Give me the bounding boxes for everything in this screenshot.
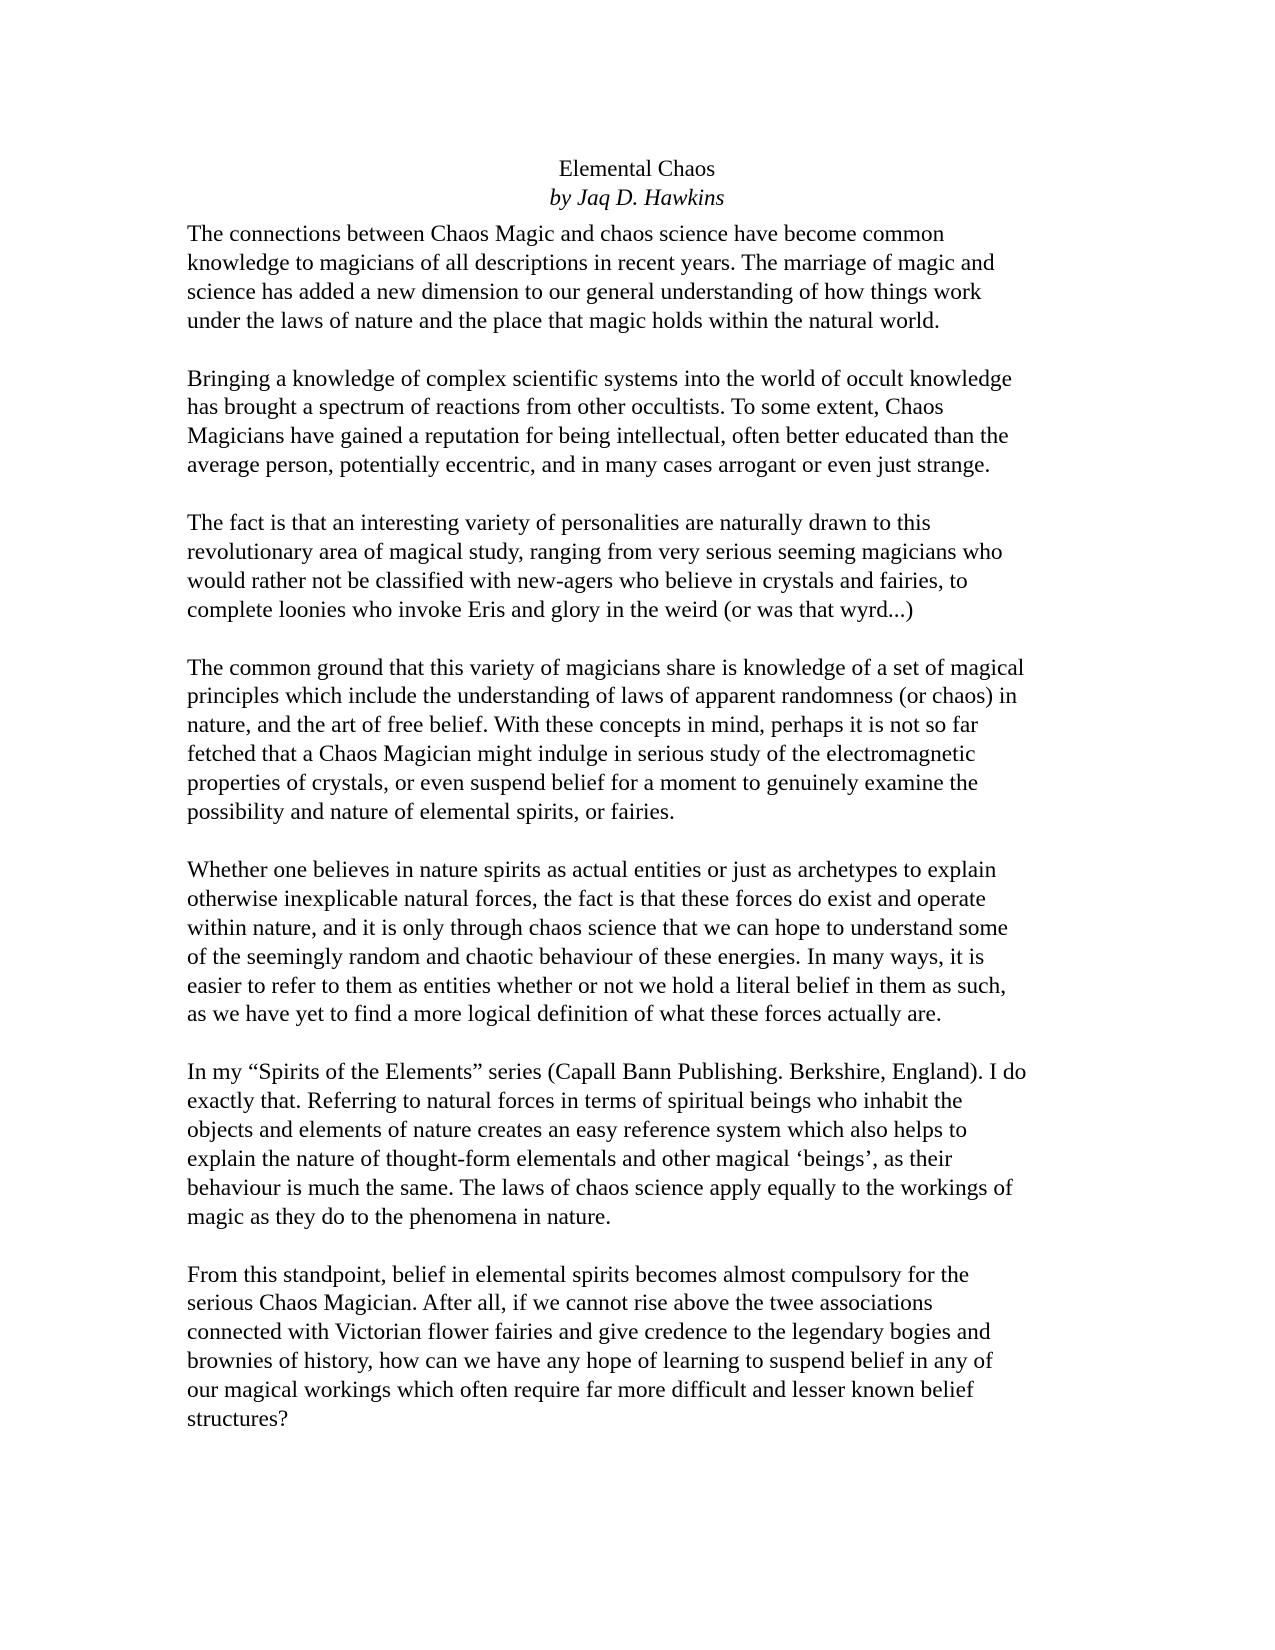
paragraph-line: brownies of history, how can we have any hope of learning to suspend belief in any of [187, 1348, 993, 1375]
paragraph-line: behaviour is much the same. The laws of chaos science apply equally to the workings of [187, 1174, 1013, 1201]
paragraph [187, 654, 1087, 827]
paragraph-line: Bringing a knowledge of complex scientific systems into the world of occult knowledge [187, 365, 1012, 392]
document-title: Elemental Chaos [558, 156, 716, 181]
paragraph [187, 1261, 1087, 1434]
paragraph [187, 509, 1087, 625]
paragraph-line: structures? [187, 1406, 289, 1433]
paragraph-line: nature, and the art of free belief. With these concepts in mind, perhaps it is not so far [187, 712, 979, 739]
paragraph-line: knowledge to magicians of all descriptions in recent years. The marriage of magic and [187, 249, 995, 276]
paragraph-line: From this standpoint, belief in elemental spirits becomes almost compulsory for the [187, 1261, 970, 1288]
paragraph-line: objects and elements of nature creates an easy reference system which also helps to [187, 1117, 968, 1144]
document-body [187, 220, 1087, 1434]
paragraph-line: of the seemingly random and chaotic behaviour of these energies. In many ways, it is [187, 943, 985, 970]
paragraph-line: exactly that. Referring to natural forces in terms of spiritual beings who inhabit the [187, 1088, 963, 1115]
paragraph-line: our magical workings which often require far more difficult and lesser known belief [187, 1377, 974, 1404]
paragraph-line: serious Chaos Magician. After all, if we cannot rise above the twee associations [187, 1290, 933, 1317]
paragraph-line: Magicians have gained a reputation for being intellectual, often better educated than the [187, 423, 1009, 450]
paragraph-line: In my “Spirits of the Elements” series (Capall Bann Publishing. Berkshire, England). I do [187, 1059, 1027, 1086]
document-author: by Jaq D. Hawkins [549, 185, 725, 210]
document-header [187, 154, 1087, 212]
paragraph-line: otherwise inexplicable natural forces, the fact is that these forces do exist and operate [187, 885, 986, 912]
paragraph-line: magic as they do to the phenomena in nature. [187, 1203, 612, 1230]
paragraph-line: explain the nature of thought-form elementals and other magical ‘beings’, as their [187, 1145, 953, 1172]
paragraph-line: The common ground that this variety of magicians share is knowledge of a set of magical [187, 654, 1025, 681]
paragraph-line: principles which include the understanding of laws of apparent randomness (or chaos) in [187, 683, 1018, 710]
paragraph-line: has brought a spectrum of reactions from other occultists. To some extent, Chaos [187, 394, 944, 421]
paragraph-line: easier to refer to them as entities whether or not we hold a literal belief in them as such, [187, 972, 1007, 999]
paragraph-line: within nature, and it is only through chaos science that we can hope to understand some [187, 914, 1009, 941]
paragraph-line: average person, potentially eccentric, and in many cases arrogant or even just strange. [187, 452, 991, 479]
paragraph-line: The fact is that an interesting variety of personalities are naturally drawn to this [187, 510, 931, 537]
paragraph [187, 1058, 1087, 1231]
paragraph-line: revolutionary area of magical study, ranging from very serious seeming magicians who [187, 538, 1003, 565]
paragraph-line: would rather not be classified with new-agers who believe in crystals and fairies, to [187, 567, 968, 594]
paragraph-line: Whether one believes in nature spirits as actual entities or just as archetypes to explain [187, 856, 997, 883]
paragraph-line: as we have yet to find a more logical definition of what these forces actually are. [187, 1001, 942, 1028]
paragraph [187, 220, 1087, 336]
paragraph [187, 365, 1087, 481]
paragraph-line: The connections between Chaos Magic and chaos science have become common [187, 221, 945, 247]
paragraph-line: complete loonies who invoke Eris and glory in the weird (or was that wyrd...) [187, 596, 914, 623]
paragraph-line: fetched that a Chaos Magician might indulge in serious study of the electromagnetic [187, 741, 976, 768]
paragraph-line: science has added a new dimension to our general understanding of how things work [187, 278, 982, 305]
paragraph [187, 856, 1087, 1029]
paragraph-line: possibility and nature of elemental spirits, or fairies. [187, 799, 675, 826]
paragraph-line: connected with Victorian flower fairies and give credence to the legendary bogies and [187, 1319, 991, 1346]
paragraph-line: under the laws of nature and the place that magic holds within the natural world. [187, 307, 940, 334]
document-page [187, 154, 1087, 1463]
paragraph-line: properties of crystals, or even suspend belief for a moment to genuinely examine the [187, 770, 979, 797]
